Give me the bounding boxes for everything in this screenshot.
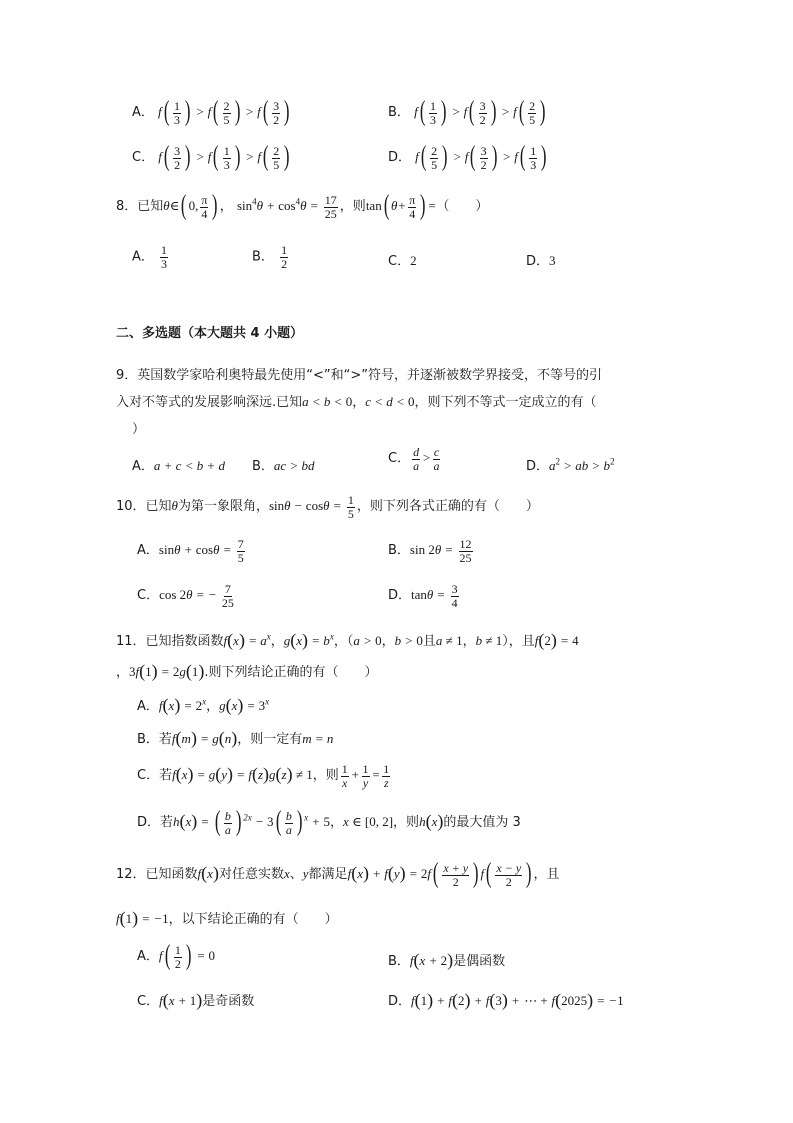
q12-option-c[interactable]: C．f(x + 1)是奇函数 xyxy=(137,990,255,1010)
q8-stem: 8．已知θ∈( 0, $\frac{\pi}{4}$ ) ， $\sin^4\theta + \cos^4\theta$ = $\frac{17}{25}$ ，则tan( θ+ $\frac{\pi}{4}$ ) =（ ） xyxy=(116,190,489,222)
q10-stem: 10．已知θ为第一象限角，sinθ − cosθ = $\frac{1}{5}$ ，则下列各式正确的有（ ） xyxy=(116,493,539,521)
option-formula: f( $\frac{2}{5}$ ) > f( $\frac{3}{2}$ ) > f( $\frac{1}{3}$ ) xyxy=(415,141,547,173)
q9-option-b[interactable]: B．ac > bd xyxy=(252,458,315,474)
q8-option-d[interactable]: D．3 xyxy=(526,253,556,269)
q7-option-a[interactable] xyxy=(132,96,291,128)
q12-option-d[interactable]: D．f(1) + f(2) + f(3) + ⋯ + f(2025) = −1 xyxy=(388,990,624,1010)
q12-option-b[interactable]: B．f(x + 2)是偶函数 xyxy=(388,950,506,970)
option-label: C． xyxy=(132,150,155,166)
option-formula: f( $\frac{3}{2}$ ) > f( $\frac{1}{3}$ ) > f( $\frac{2}{5}$ ) xyxy=(158,141,290,173)
option-label: D． xyxy=(388,150,412,166)
option-label: B． xyxy=(388,105,410,121)
q11-option-a[interactable]: A．$f(x) = 2^x$，$g(x) = 3^x$ xyxy=(137,695,270,715)
q12-line2: f(1) = −1，以下结论正确的有（ ） xyxy=(116,908,338,928)
option-formula: f( $\frac{1}{3}$ ) > f( $\frac{3}{2}$ ) > f( $\frac{2}{5}$ ) xyxy=(414,96,546,128)
q10-option-d[interactable]: D．tanθ = $\frac{3}{4}$ xyxy=(388,582,458,610)
q8-option-c[interactable]: C．2 xyxy=(388,253,417,269)
q11-option-b[interactable]: B．若f(m) = g(n)，则一定有m = n xyxy=(137,728,334,748)
q11-option-d[interactable]: D．若h(x) = ( $\frac{b}{a}$ ) $^{2x}$ − 3( $\frac{b}{a}$ ) $^x$ + 5，x ∈ [0, 2]，则h(x)的最大值为 3 xyxy=(137,806,521,838)
q8-option-b[interactable]: B． $\frac{1}{2}$ xyxy=(252,243,288,271)
option-formula: f( $\frac{1}{3}$ ) > f( $\frac{2}{5}$ ) > f( $\frac{3}{2}$ ) xyxy=(158,96,290,128)
q11-line2: ，3f(1) = 2g(1).则下列结论正确的有（ ） xyxy=(116,661,378,681)
q9-line2: 入对不等式的发展影响深远.已知a < b < 0，c < d < 0，则下列不等式一定成立的有（ xyxy=(116,394,597,410)
q10-option-b[interactable]: B．sin 2θ = $\frac{12}{25}$ xyxy=(388,537,472,565)
q9-option-d[interactable]: D．$a^2$ > ab > $b^2$ xyxy=(526,456,615,474)
q7-option-c[interactable] xyxy=(132,141,292,173)
q9-option-a[interactable]: A．a + c < b + d xyxy=(132,458,225,474)
q7-option-d[interactable] xyxy=(388,141,549,173)
q11-stem: 11．已知指数函数$f(x) = a^x$，$g(x) = b^x$，（a > 0，b > 0且a ≠ 1，b ≠ 1），且f(2) = 4 xyxy=(116,630,579,650)
q9-line3: ） xyxy=(132,422,146,437)
q9-option-c[interactable]: C． $\frac{d}{a}$ > $\frac{c}{a}$ xyxy=(388,445,440,473)
q10-option-a[interactable]: A．sinθ + cosθ = $\frac{7}{5}$ xyxy=(137,537,244,565)
q10-option-c[interactable]: C．cos 2θ = − $\frac{7}{25}$ xyxy=(137,582,234,610)
q11-option-c[interactable]: C．若f(x) = g(y) = f(z)g(z) ≠ 1，则 $\frac{1}{x}$ + $\frac{1}{y}$ = $\frac{1}{z}$ xyxy=(137,762,390,790)
option-label: A． xyxy=(132,105,154,121)
q7-option-b[interactable] xyxy=(388,96,547,128)
q12-option-a[interactable]: A．f( $\frac{1}{2}$ ) = 0 xyxy=(137,940,215,972)
q9-line1: 9．英国数学家哈利奥特最先使用“<”和“>”符号，并逐渐被数学界接受，不等号的引 xyxy=(116,368,602,383)
section-title: 二、多选题（本大题共 4 小题） xyxy=(116,326,304,341)
q12-stem: 12．已知函数f(x)对任意实数x、y都满足f(x) + f(y) = 2f( $\frac{x + y}{2}$ ) f( $\frac{x - y}{2}$ ) ，且 xyxy=(116,858,560,890)
q8-option-a[interactable]: A． $\frac{1}{3}$ xyxy=(132,243,168,271)
